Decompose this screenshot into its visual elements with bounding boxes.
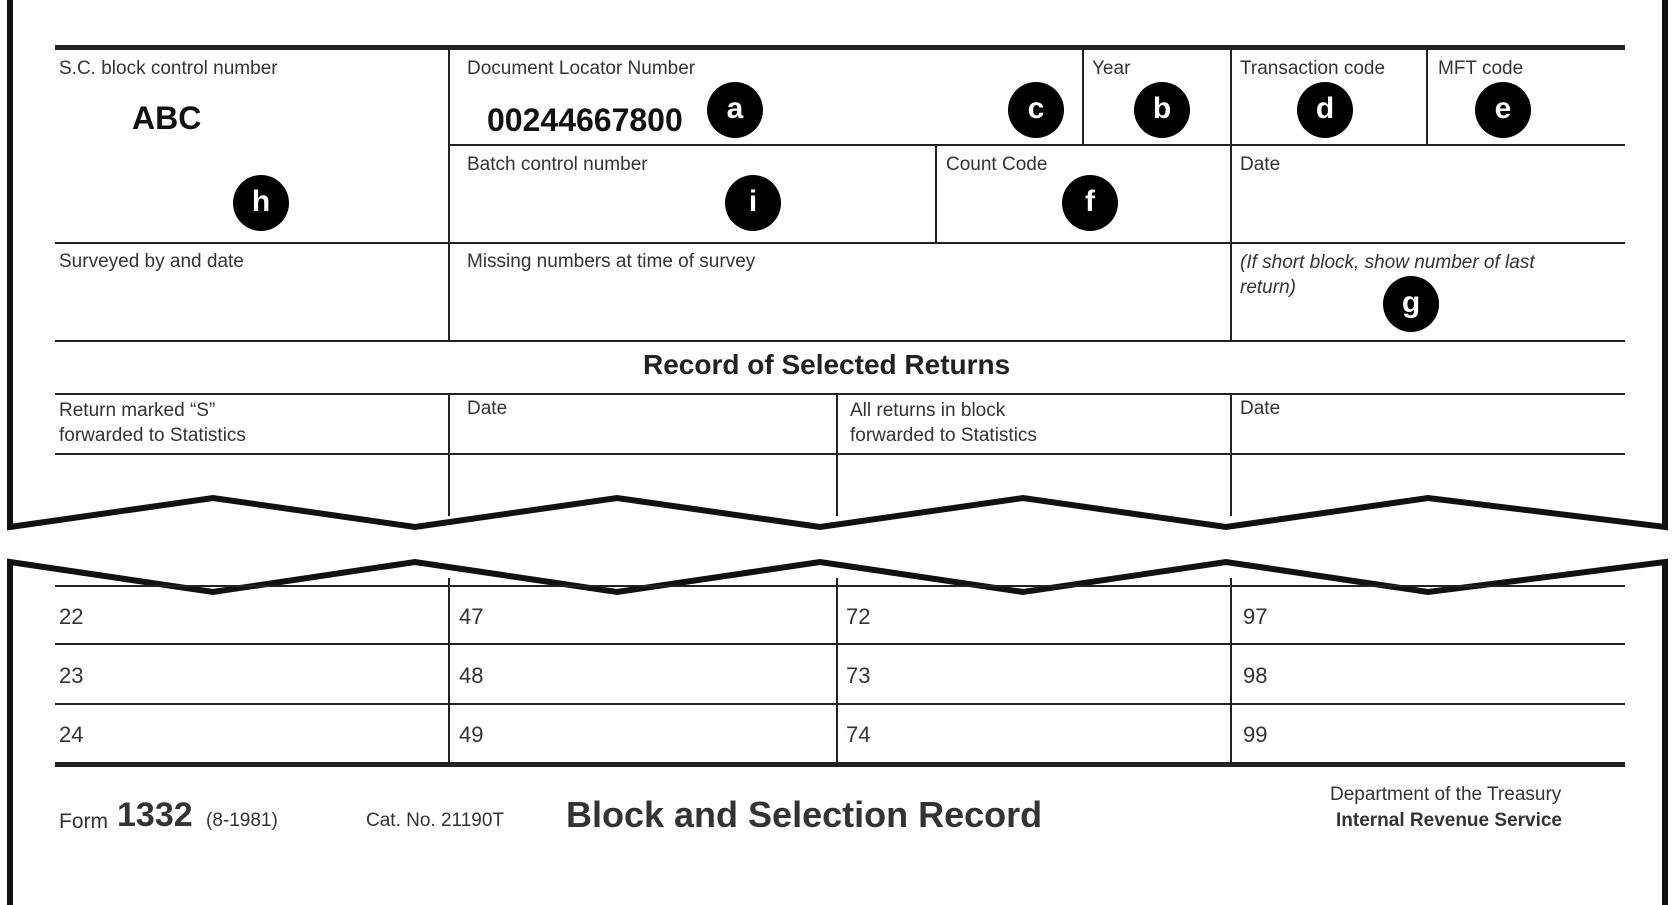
batch-label: Batch control number xyxy=(467,154,648,175)
row-cell[interactable]: 99 xyxy=(1243,722,1268,747)
vrule-rec3 xyxy=(1230,394,1232,516)
surveyed-label: Surveyed by and date xyxy=(59,251,244,272)
vrule-mft xyxy=(1426,48,1428,144)
form-number: 1332 xyxy=(117,796,193,834)
row-cell[interactable]: 97 xyxy=(1243,604,1268,629)
row-cell[interactable]: 72 xyxy=(846,604,871,629)
cat-no: Cat. No. 21190T xyxy=(366,810,505,831)
year-label: Year xyxy=(1092,58,1131,79)
dln-value[interactable]: 00244667800 xyxy=(487,102,683,138)
rule-row-22 xyxy=(55,585,1625,587)
rule-survey xyxy=(55,340,1625,342)
rule-row-23 xyxy=(55,643,1625,645)
badge-e: e xyxy=(1475,82,1531,138)
transaction-label: Transaction code xyxy=(1240,58,1386,79)
badge-d: d xyxy=(1297,82,1353,138)
dept-label: Department of the Treasury xyxy=(1330,784,1562,805)
badge-i: i xyxy=(725,175,781,231)
bottom-piece-outline xyxy=(10,562,1665,905)
vrule-rec1 xyxy=(448,394,450,516)
footer-title: Block and Selection Record xyxy=(566,794,1043,835)
record-col4-label: Date xyxy=(1240,398,1281,419)
badge-c: c xyxy=(1008,82,1064,138)
row-cell[interactable]: 24 xyxy=(59,722,84,747)
rule-batch xyxy=(55,242,1625,244)
record-col2-label: Date xyxy=(467,398,508,419)
irs-label: Internal Revenue Service xyxy=(1336,810,1562,831)
vrule-trans xyxy=(1230,48,1232,341)
vrule-year xyxy=(1082,48,1084,144)
record-col1-label: Return marked “S” forwarded to Statistics xyxy=(59,400,246,446)
form-word: Form xyxy=(59,810,108,833)
row-cell[interactable]: 48 xyxy=(459,663,484,688)
vrule-sc xyxy=(448,48,450,341)
row-cell[interactable]: 23 xyxy=(59,663,84,688)
row-cell[interactable]: 49 xyxy=(459,722,484,747)
rule-record xyxy=(55,393,1625,395)
rule-top xyxy=(55,45,1625,50)
sc-block-value[interactable]: ABC xyxy=(132,100,202,136)
rule-row-24 xyxy=(55,703,1625,705)
vrule-count xyxy=(935,145,937,242)
badge-h: h xyxy=(233,175,289,231)
row-cell[interactable]: 98 xyxy=(1243,663,1268,688)
record-title: Record of Selected Returns xyxy=(643,349,1011,380)
mft-label: MFT code xyxy=(1438,58,1524,79)
sc-block-label: S.C. block control number xyxy=(59,58,278,79)
vrule-low3 xyxy=(1230,578,1232,764)
record-col3-label: All returns in block forwarded to Statistics xyxy=(850,400,1037,446)
short-block-note: (If short block, show number of last return) xyxy=(1240,252,1535,298)
date-label-top: Date xyxy=(1240,154,1281,175)
row-cell[interactable]: 73 xyxy=(846,663,871,688)
dln-label: Document Locator Number xyxy=(467,58,696,79)
row-cell[interactable]: 74 xyxy=(846,722,871,747)
badge-a: a xyxy=(707,82,763,138)
rule-dln xyxy=(448,144,1625,146)
rule-bottom xyxy=(55,762,1625,767)
badge-f: f xyxy=(1062,175,1118,231)
vrule-low2 xyxy=(836,578,838,764)
missing-label: Missing numbers at time of survey xyxy=(467,251,756,272)
row-cell[interactable]: 47 xyxy=(459,604,484,629)
row-cell[interactable]: 22 xyxy=(59,604,84,629)
badge-g: g xyxy=(1383,276,1439,332)
rule-record-hdr xyxy=(55,453,1625,455)
vrule-low1 xyxy=(448,578,450,764)
form-date: (8-1981) xyxy=(206,810,278,831)
count-label: Count Code xyxy=(946,154,1048,175)
badge-b: b xyxy=(1134,82,1190,138)
vrule-rec2 xyxy=(836,394,838,516)
